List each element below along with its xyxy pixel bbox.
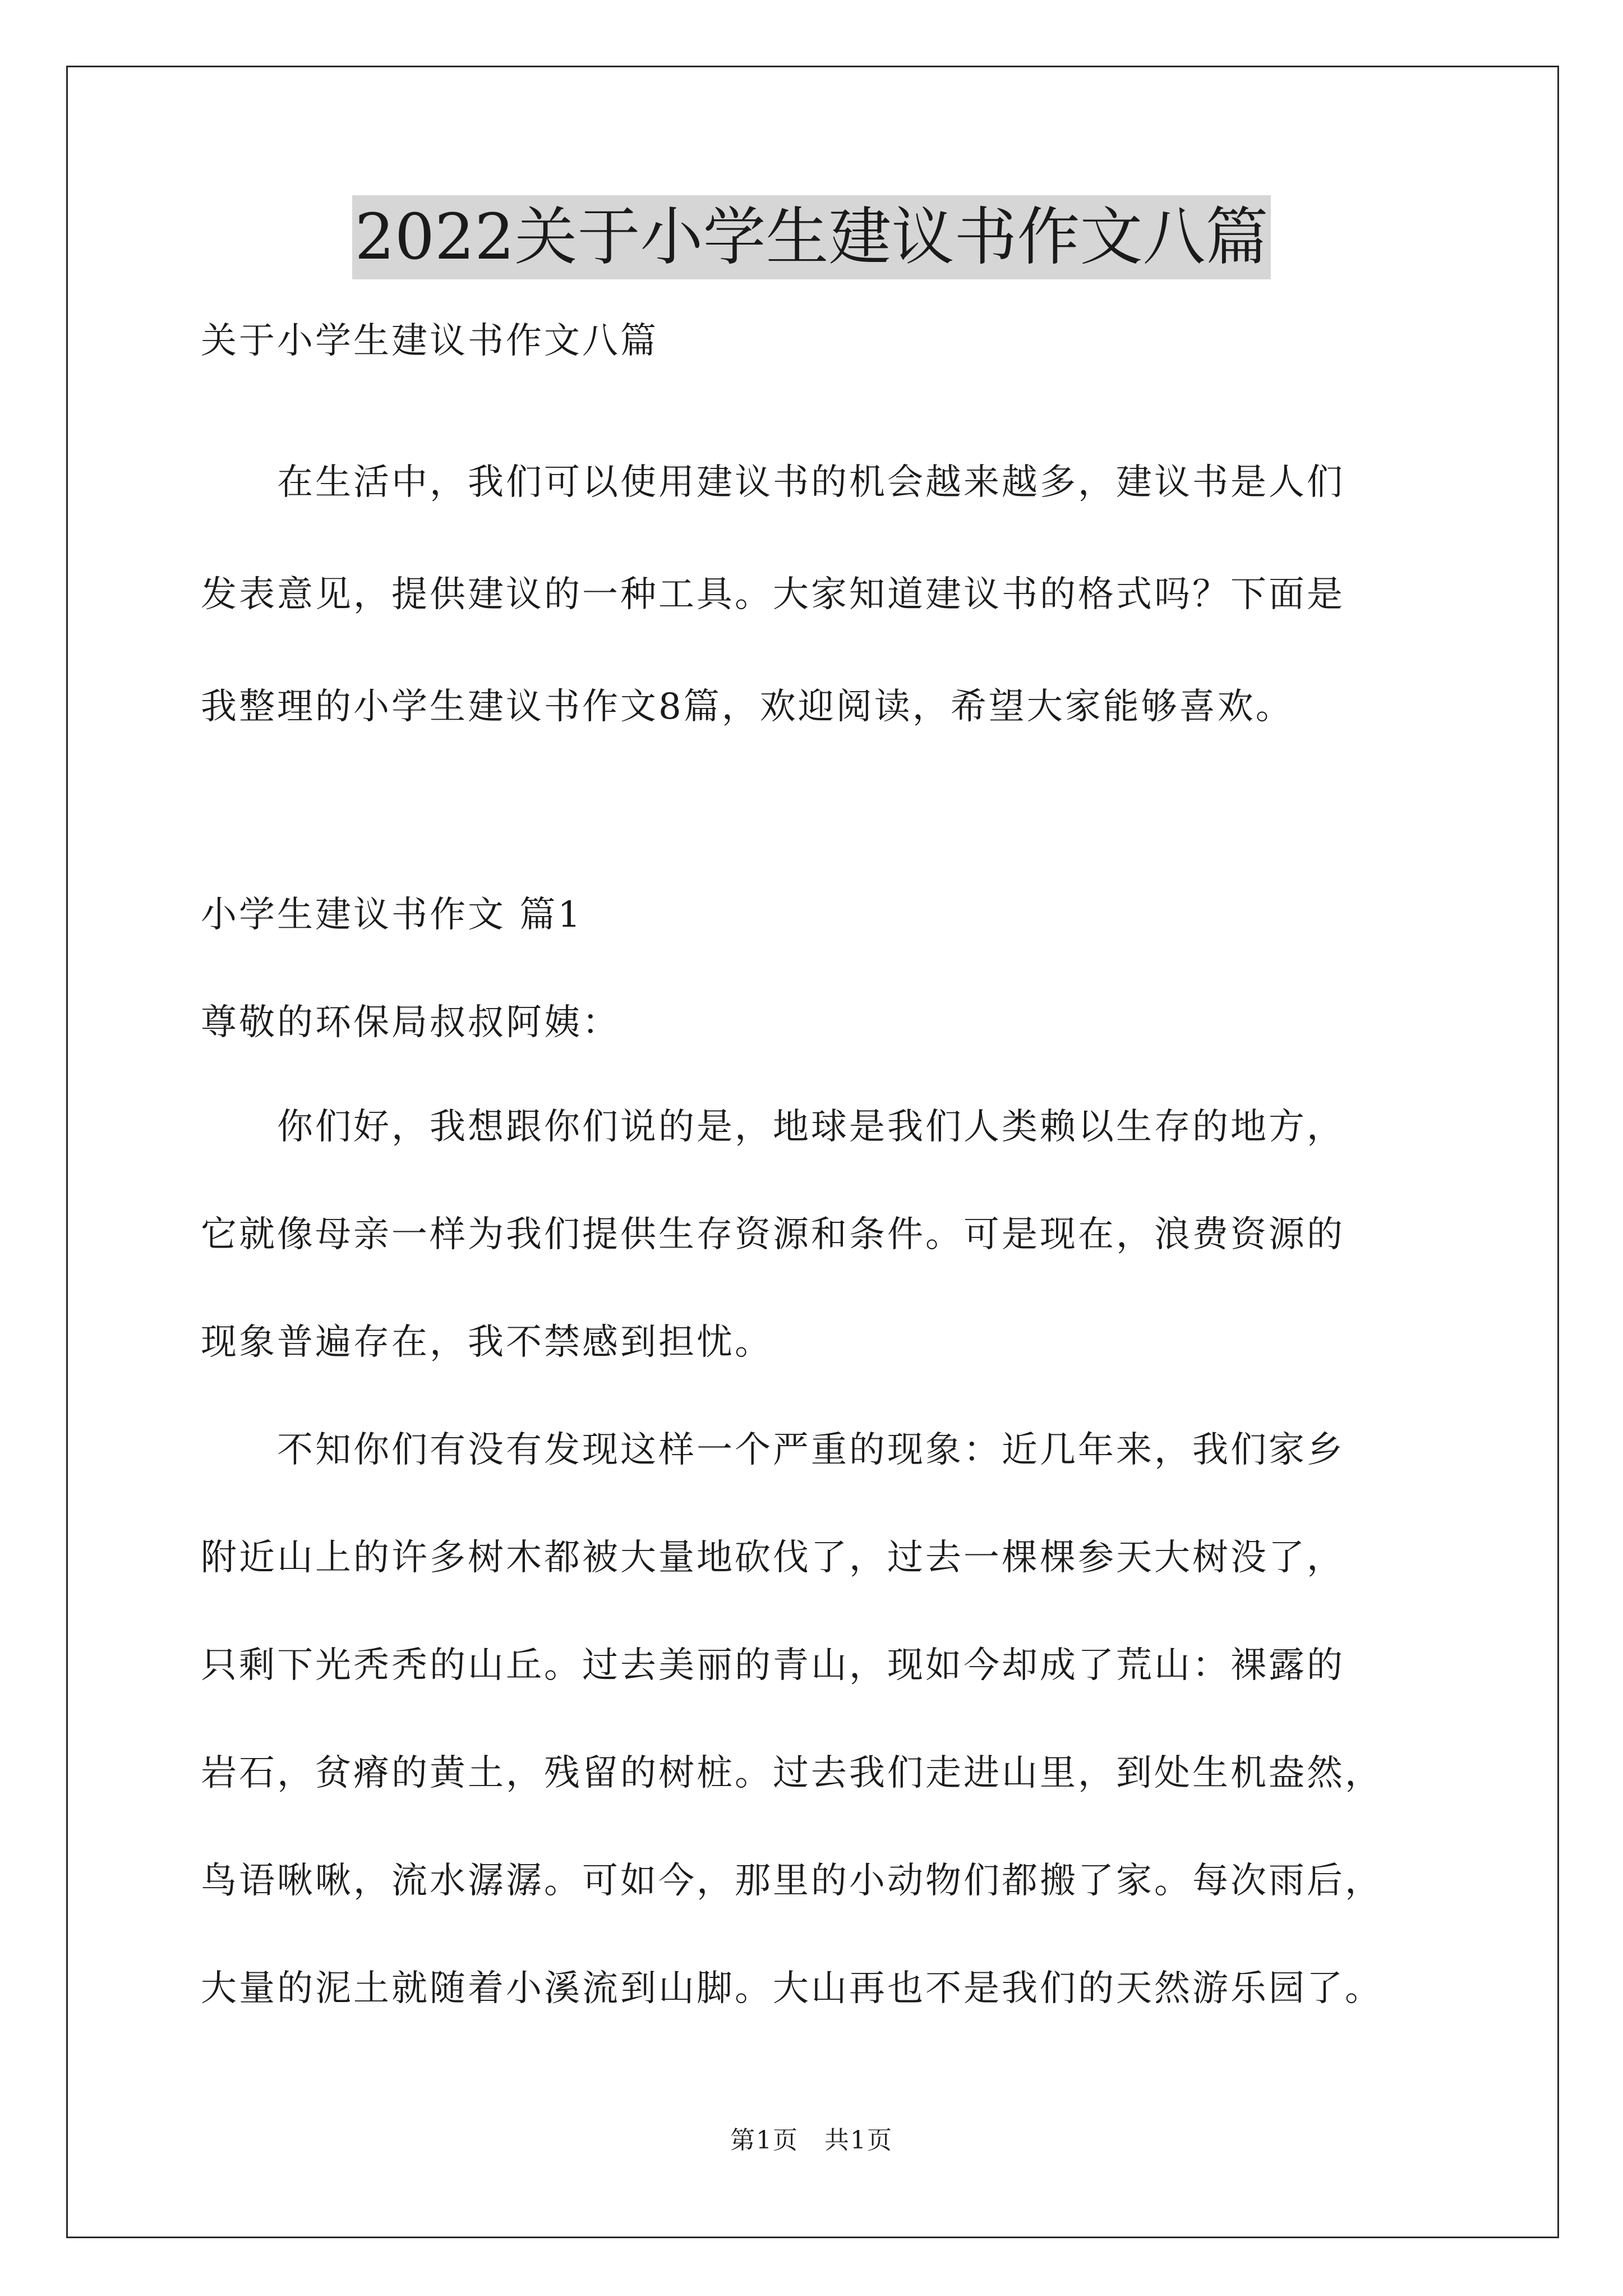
paragraph1-line-3: 现象普遍存在，我不禁感到担忧。 bbox=[201, 1322, 773, 1363]
paragraph1-line-2: 它就像母亲一样为我们提供生存资源和条件。可是现在，浪费资源的 bbox=[201, 1214, 1345, 1255]
paragraph2-line-2: 附近山上的许多树木都被大量地砍伐了，过去一棵棵参天大树没了， bbox=[201, 1537, 1345, 1579]
document-title: 2022关于小学生建议书作文八篇 bbox=[352, 195, 1270, 279]
section-heading: 小学生建议书作文 篇1 bbox=[201, 894, 583, 936]
paragraph2-line-4: 岩石，贫瘠的黄土，残留的树桩。过去我们走进山里，到处生机盎然， bbox=[201, 1752, 1383, 1794]
intro-line-3: 我整理的小学生建议书作文8篇，欢迎阅读，希望大家能够喜欢。 bbox=[201, 686, 1294, 728]
paragraph2-line-3: 只剩下光秃秃的山丘。过去美丽的青山，现如今却成了荒山：裸露的 bbox=[201, 1645, 1345, 1686]
title-container bbox=[0, 195, 1623, 279]
paragraph2-line-1: 不知你们有没有发现这样一个严重的现象：近几年来，我们家乡 bbox=[201, 1429, 1345, 1471]
page-footer: 第1页 共1页 bbox=[730, 2126, 893, 2155]
paragraph2-line-5: 鸟语啾啾，流水潺潺。可如今，那里的小动物们都搬了家。每次雨后， bbox=[201, 1860, 1383, 1902]
intro-line-2: 发表意见，提供建议的一种工具。大家知道建议书的格式吗？下面是 bbox=[201, 574, 1345, 615]
subtitle: 关于小学生建议书作文八篇 bbox=[201, 320, 658, 362]
paragraph2-line-6: 大量的泥土就随着小溪流到山脚。大山再也不是我们的天然游乐园了。 bbox=[201, 1968, 1383, 2009]
salutation: 尊敬的环保局叔叔阿姨： bbox=[201, 1002, 620, 1043]
intro-line-1: 在生活中，我们可以使用建议书的机会越来越多，建议书是人们 bbox=[201, 462, 1345, 503]
paragraph1-line-1: 你们好，我想跟你们说的是，地球是我们人类赖以生存的地方， bbox=[201, 1106, 1345, 1148]
